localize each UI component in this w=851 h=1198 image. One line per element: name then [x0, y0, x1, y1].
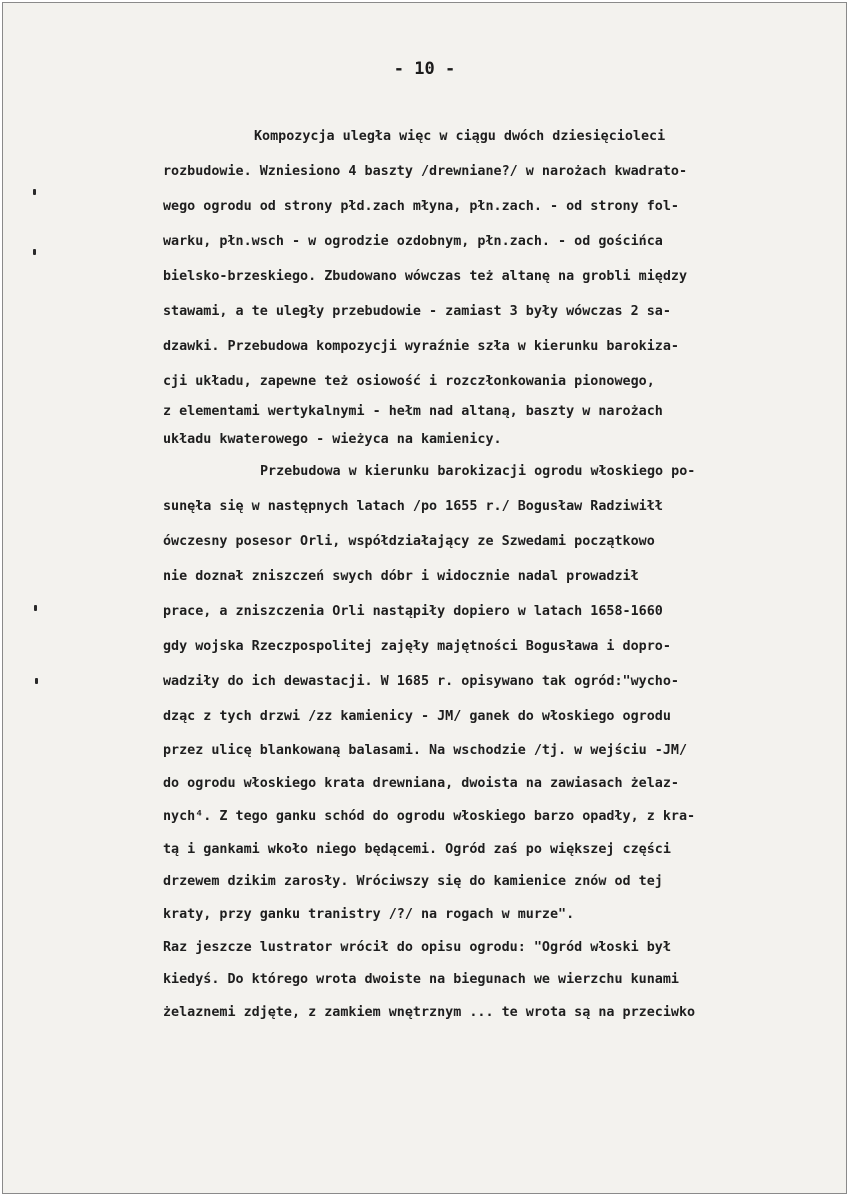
- text-line: do ogrodu włoskiego krata drewniana, dwoista na zawiasach żelaz-: [163, 776, 679, 791]
- margin-mark: [35, 678, 38, 684]
- text-line: rozbudowie. Wzniesiono 4 baszty /drewniane?/ w narożach kwadrato-: [163, 164, 688, 179]
- text-line: gdy wojska Rzeczpospolitej zajęły majętności Bogusława i dopro-: [163, 639, 671, 654]
- text-line: sunęła się w następnych latach /po 1655 r./ Bogusław Radziwiłł: [163, 499, 663, 514]
- text-line: stawami, a te uległy przebudowie - zamiast 3 były wówczas 2 sa-: [163, 304, 671, 319]
- document-page: [2, 2, 847, 1194]
- text-line: warku, płn.wsch - w ogrodzie ozdobnym, płn.zach. - od gościńca: [163, 234, 663, 249]
- margin-mark: [33, 189, 36, 195]
- text-line: Kompozycja uległa więc w ciągu dwóch dziesięcioleci: [254, 129, 666, 144]
- text-line: wadziły do ich dewastacji. W 1685 r. opisywano tak ogród:"wycho-: [163, 674, 679, 689]
- text-line: bielsko-brzeskiego. Zbudowano wówczas też altanę na grobli między: [163, 269, 688, 284]
- text-line: nie doznał zniszczeń swych dóbr i widocznie nadal prowadził: [163, 569, 639, 584]
- text-line: z elementami wertykalnymi - hełm nad altaną, baszty w narożach: [163, 404, 663, 419]
- page-number: - 10 -: [393, 59, 456, 79]
- margin-mark: [33, 249, 36, 255]
- text-line: kraty, przy ganku tranistry /?/ na rogach w murze".: [163, 907, 575, 922]
- text-line: nych⁴. Z tego ganku schód do ogrodu włoskiego barzo opadły, z kra-: [163, 809, 696, 824]
- margin-mark: [34, 605, 37, 611]
- text-line: drzewem dzikim zarosły. Wróciwszy się do kamienice znów od tej: [163, 874, 663, 889]
- text-line: dzawki. Przebudowa kompozycji wyraźnie szła w kierunku barokiza-: [163, 339, 679, 354]
- text-line: kiedyś. Do którego wrota dwoiste na biegunach we wierzchu kunami: [163, 972, 679, 987]
- text-line: ówczesny posesor Orli, współdziałający ze Szwedami początkowo: [163, 534, 655, 549]
- text-line: wego ogrodu od strony płd.zach młyna, płn.zach. - od strony fol-: [163, 199, 679, 214]
- text-line: dząc z tych drzwi /zz kamienicy - JM/ ganek do włoskiego ogrodu: [163, 709, 671, 724]
- text-line: tą i gankami wkoło niego będącemi. Ogród zaś po większej części: [163, 842, 671, 857]
- text-line: układu kwaterowego - wieżyca na kamienicy.: [163, 432, 502, 447]
- text-line: przez ulicę blankowaną balasami. Na wschodzie /tj. w wejściu -JM/: [163, 743, 688, 758]
- text-line: Przebudowa w kierunku barokizacji ogrodu włoskiego po-: [260, 464, 696, 479]
- text-line: prace, a zniszczenia Orli nastąpiły dopiero w latach 1658-1660: [163, 604, 663, 619]
- text-line: Raz jeszcze lustrator wrócił do opisu ogrodu: "Ogród włoski był: [163, 940, 671, 955]
- text-line: cji układu, zapewne też osiowość i rozczłonkowania pionowego,: [163, 374, 655, 389]
- text-line: żelaznemi zdjęte, z zamkiem wnętrznym ... te wrota są na przeciwko: [163, 1005, 696, 1020]
